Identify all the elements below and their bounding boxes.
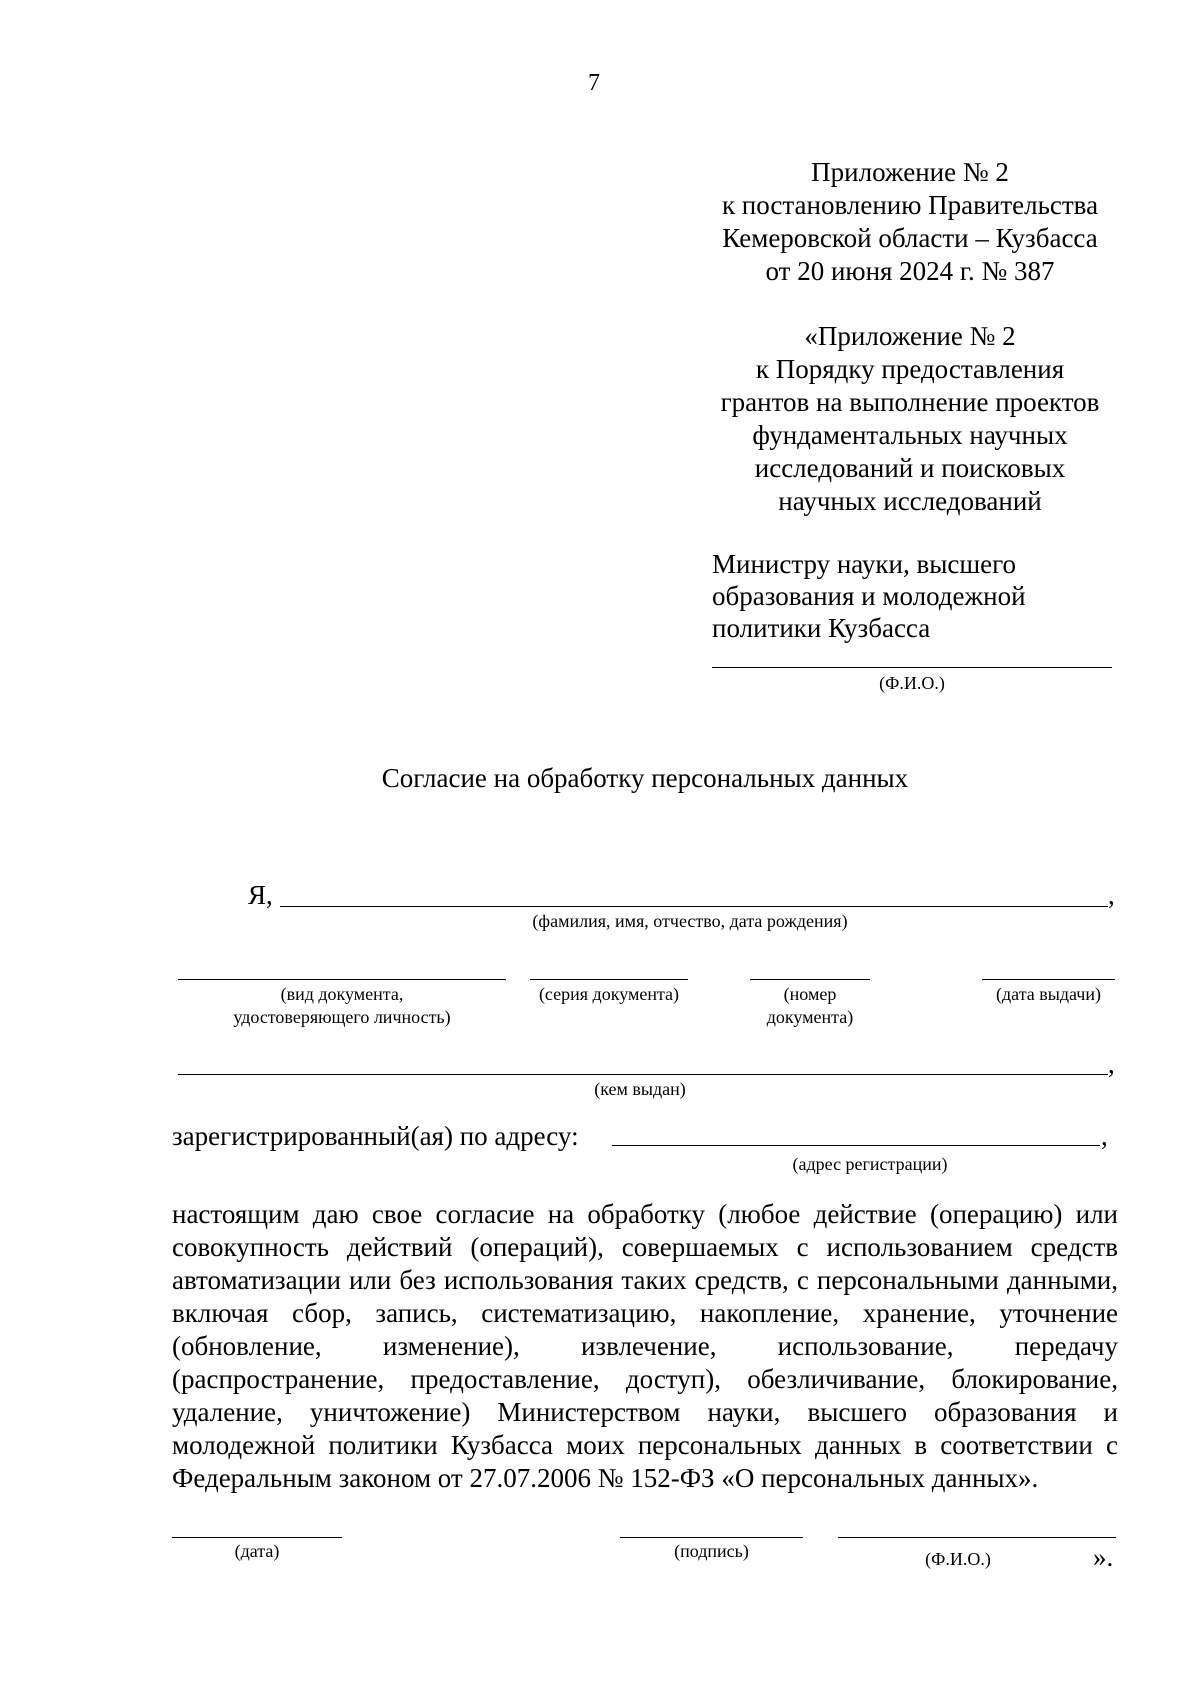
doc-type-line [178, 979, 506, 980]
appendix-header [690, 156, 1130, 288]
doc-date-caption: (дата выдачи) [996, 984, 1101, 1004]
addressee-line: политики Кузбасса [712, 613, 931, 643]
doc-date-line [982, 979, 1115, 980]
address-line [612, 1145, 1100, 1146]
order-header-line: к Порядку предоставления [755, 354, 1065, 384]
appendix-header-line: от 20 июня 2024 г. № 387 [765, 256, 1055, 286]
consent-body-text: настоящим даю свое согласие на обработку (любое действие (операцию) или совокупность действий (операций), совершаемых с использованием средств автоматизации или без использования таких средств, с персональными данными, включая сбор, запись, систематизацию, накопление, хранение, уточнение (обновление, изменение), извлечение, использование, передачу (распространение, предоставление, доступ), обезличивание, блокирование, удаление, уничтожение) Министерством науки, высшего образования и молодежной политики Кузбасса моих персональных данных в соответствии с Федеральным законом от 27.07.2006 № 152-ФЗ «О персональных данных». [172, 1199, 1118, 1493]
order-header-line: фундаментальных научных [752, 420, 1068, 450]
i-label: Я, [248, 880, 273, 910]
issued-by-line [178, 1074, 1108, 1075]
doc-type-caption: (вид документа, удостоверяющего личность) [233, 984, 451, 1027]
doc-series-line [530, 979, 688, 980]
order-header-line: «Приложение № 2 [804, 321, 1016, 351]
fio-caption: (фамилия, имя, отчество, дата рождения) [532, 911, 848, 931]
order-header-line: исследований и поисковых [754, 453, 1066, 483]
appendix-header-line: Приложение № 2 [811, 157, 1009, 187]
issued-by-caption: (кем выдан) [594, 1079, 686, 1099]
doc-series-caption: (серия документа) [538, 984, 680, 1004]
registered-label: зарегистрированный(ая) по адресу: [172, 1121, 579, 1151]
addressee-fio-line [712, 667, 1112, 668]
appendix-header-line: Кемеровской области – Кузбасса [722, 223, 1098, 253]
address-comma: , [1101, 1121, 1108, 1151]
issued-by-comma: , [1108, 1049, 1115, 1079]
fio-comma: , [1108, 880, 1115, 910]
signature-fio-line [838, 1537, 1116, 1538]
signature-sign-caption: (подпись) [674, 1541, 749, 1561]
signature-fio-caption: (Ф.И.О.) [925, 1549, 991, 1569]
appendix-header-line: к постановлению Правительства [721, 190, 1099, 220]
address-caption: (адрес регистрации) [792, 1154, 948, 1174]
document-title: Согласие на обработку персональных данных [381, 763, 909, 793]
addressee [712, 548, 1132, 644]
signature-date-caption: (дата) [234, 1541, 280, 1561]
order-header-line: грантов на выполнение проектов [720, 387, 1100, 417]
order-header [690, 320, 1130, 518]
page-number: 7 [588, 70, 600, 96]
addressee-fio-caption: (Ф.И.О.) [879, 673, 945, 693]
doc-number-caption: (номер документа) [766, 984, 854, 1027]
signature-sign-line [620, 1537, 803, 1538]
order-header-line: научных исследований [778, 486, 1042, 516]
addressee-line: Министру науки, высшего [712, 549, 1017, 579]
doc-number-line [750, 979, 870, 980]
fio-line [280, 906, 1108, 907]
signature-date-line [172, 1537, 342, 1538]
addressee-line: образования и молодежной [712, 581, 1026, 611]
closing-quote: ». [1093, 1542, 1114, 1572]
